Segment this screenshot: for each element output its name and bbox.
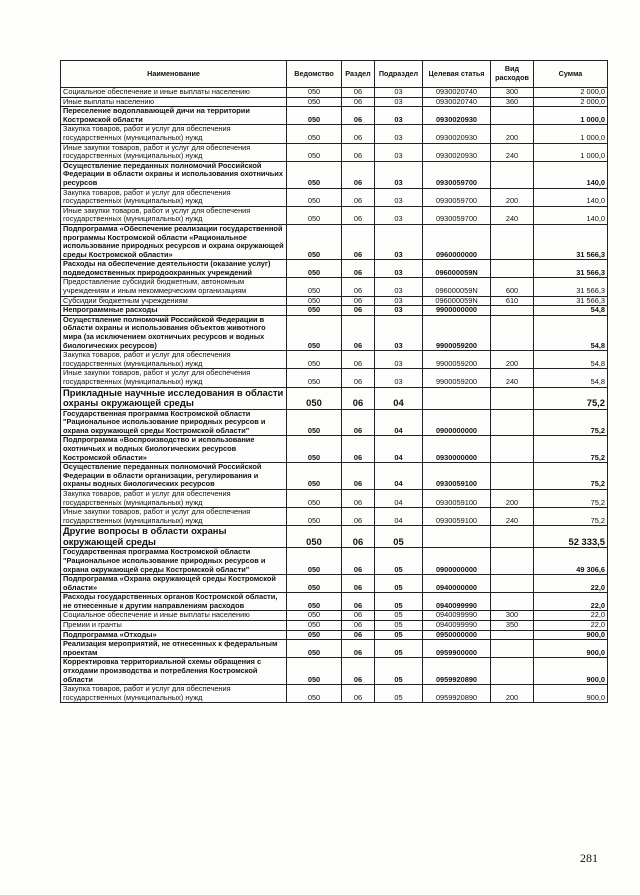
cell-expense-type [491, 575, 534, 593]
table-row [61, 88, 608, 98]
cell-podrazdel: 04 [375, 436, 423, 463]
col-header-razdel: Раздел [342, 61, 375, 88]
cell-target-article: 0959920890 [423, 658, 491, 685]
cell-expense-type [491, 463, 534, 490]
cell-expense-type [491, 658, 534, 685]
cell-target-article: 0940000000 [423, 575, 491, 593]
cell-vedomstvo: 050 [287, 224, 342, 259]
cell-target-article: 0930020740 [423, 97, 491, 107]
cell-razdel: 06 [342, 351, 375, 369]
cell-target-article: 0930020740 [423, 88, 491, 98]
cell-name: Расходы государственных органов Костромской области, не отнесенные к другим направлениям расходов [61, 593, 287, 611]
cell-expense-type [491, 526, 534, 548]
cell-podrazdel: 05 [375, 611, 423, 621]
cell-podrazdel: 03 [375, 161, 423, 188]
cell-name: Социальное обеспечение и иные выплаты населению [61, 88, 287, 98]
cell-sum: 75,2 [534, 463, 608, 490]
cell-sum: 900,0 [534, 630, 608, 640]
cell-name: Социальное обеспечение и иные выплаты населению [61, 611, 287, 621]
cell-name: Закупка товаров, работ и услуг для обеспечения государственных (муниципальных) нужд [61, 125, 287, 143]
cell-name: Непрограммные расходы [61, 306, 287, 316]
cell-name: Прикладные научные исследования в области охраны окружающей среды [61, 387, 287, 409]
cell-vedomstvo: 050 [287, 188, 342, 206]
cell-vedomstvo: 050 [287, 436, 342, 463]
cell-podrazdel: 03 [375, 260, 423, 278]
cell-vedomstvo: 050 [287, 685, 342, 703]
cell-expense-type: 200 [491, 489, 534, 507]
cell-target-article: 0930020930 [423, 143, 491, 161]
cell-target-article: 9900059200 [423, 351, 491, 369]
cell-podrazdel: 04 [375, 387, 423, 409]
cell-sum: 31 566,3 [534, 296, 608, 306]
cell-vedomstvo: 050 [287, 489, 342, 507]
cell-razdel: 06 [342, 278, 375, 296]
table-row [61, 611, 608, 621]
cell-razdel: 06 [342, 630, 375, 640]
table-row [61, 508, 608, 526]
cell-razdel: 06 [342, 526, 375, 548]
table-row [61, 143, 608, 161]
cell-target-article: 0959900000 [423, 640, 491, 658]
cell-expense-type: 240 [491, 369, 534, 387]
cell-razdel: 06 [342, 88, 375, 98]
cell-razdel: 06 [342, 548, 375, 575]
cell-name: Осуществление полномочий Российской Федерации в области охраны и использования объектов животного мира (за исключением охотничьих ресурсов и водных биологических ресурсов) [61, 315, 287, 350]
cell-sum: 22,0 [534, 621, 608, 631]
cell-vedomstvo: 050 [287, 125, 342, 143]
cell-name: Расходы на обеспечение деятельности (оказание услуг) подведомственных природоохранных учреждений [61, 260, 287, 278]
cell-razdel: 06 [342, 260, 375, 278]
cell-name: Субсидии бюджетным учреждениям [61, 296, 287, 306]
cell-podrazdel: 05 [375, 685, 423, 703]
cell-sum: 900,0 [534, 640, 608, 658]
cell-podrazdel: 05 [375, 526, 423, 548]
cell-podrazdel: 03 [375, 206, 423, 224]
cell-target-article: 0950000000 [423, 630, 491, 640]
cell-podrazdel: 05 [375, 593, 423, 611]
table-row [61, 369, 608, 387]
cell-sum: 75,2 [534, 409, 608, 436]
cell-expense-type [491, 630, 534, 640]
cell-sum: 75,2 [534, 489, 608, 507]
cell-expense-type: 200 [491, 685, 534, 703]
cell-razdel: 06 [342, 387, 375, 409]
cell-sum: 2 000,0 [534, 97, 608, 107]
cell-podrazdel: 03 [375, 306, 423, 316]
table-row [61, 463, 608, 490]
cell-razdel: 06 [342, 489, 375, 507]
table-row [61, 630, 608, 640]
cell-sum: 75,2 [534, 436, 608, 463]
cell-sum: 54,8 [534, 315, 608, 350]
budget-table [60, 60, 608, 703]
col-header-name: Наименование [61, 61, 287, 88]
cell-name: Иные закупки товаров, работ и услуг для обеспечения государственных (муниципальных) нужд [61, 369, 287, 387]
cell-expense-type: 350 [491, 621, 534, 631]
table-row [61, 658, 608, 685]
cell-expense-type: 600 [491, 278, 534, 296]
cell-vedomstvo: 050 [287, 409, 342, 436]
cell-expense-type [491, 548, 534, 575]
cell-expense-type: 360 [491, 97, 534, 107]
cell-podrazdel: 04 [375, 463, 423, 490]
cell-podrazdel: 03 [375, 97, 423, 107]
cell-target-article: 0940099990 [423, 621, 491, 631]
cell-razdel: 06 [342, 143, 375, 161]
cell-razdel: 06 [342, 161, 375, 188]
cell-target-article: 0930059100 [423, 508, 491, 526]
cell-razdel: 06 [342, 107, 375, 125]
cell-target-article: 0960000000 [423, 224, 491, 259]
cell-expense-type [491, 107, 534, 125]
cell-sum: 54,8 [534, 369, 608, 387]
col-header-expense-type: Вид расходов [491, 61, 534, 88]
cell-sum: 52 333,5 [534, 526, 608, 548]
cell-sum: 22,0 [534, 593, 608, 611]
cell-vedomstvo: 050 [287, 278, 342, 296]
table-row [61, 548, 608, 575]
cell-razdel: 06 [342, 315, 375, 350]
cell-target-article: 9900059200 [423, 315, 491, 350]
cell-expense-type: 240 [491, 206, 534, 224]
cell-podrazdel: 03 [375, 125, 423, 143]
cell-expense-type [491, 640, 534, 658]
table-row [61, 621, 608, 631]
cell-expense-type [491, 224, 534, 259]
cell-vedomstvo: 050 [287, 630, 342, 640]
cell-target-article: 0900000000 [423, 409, 491, 436]
cell-razdel: 06 [342, 575, 375, 593]
cell-vedomstvo: 050 [287, 315, 342, 350]
cell-sum: 140,0 [534, 188, 608, 206]
cell-sum: 31 566,3 [534, 260, 608, 278]
cell-vedomstvo: 050 [287, 575, 342, 593]
cell-vedomstvo: 050 [287, 143, 342, 161]
cell-name: Закупка товаров, работ и услуг для обеспечения государственных (муниципальных) нужд [61, 188, 287, 206]
cell-name: Закупка товаров, работ и услуг для обеспечения государственных (муниципальных) нужд [61, 489, 287, 507]
table-row [61, 409, 608, 436]
cell-expense-type: 240 [491, 143, 534, 161]
cell-target-article: 0930020930 [423, 107, 491, 125]
cell-podrazdel: 05 [375, 621, 423, 631]
cell-target-article: 0940099990 [423, 593, 491, 611]
cell-vedomstvo: 050 [287, 306, 342, 316]
cell-target-article: 9900059200 [423, 369, 491, 387]
cell-vedomstvo: 050 [287, 621, 342, 631]
cell-podrazdel: 05 [375, 658, 423, 685]
cell-sum: 54,8 [534, 306, 608, 316]
cell-name: Иные выплаты населению [61, 97, 287, 107]
cell-razdel: 06 [342, 508, 375, 526]
cell-target-article: 0930059100 [423, 489, 491, 507]
cell-expense-type: 200 [491, 188, 534, 206]
cell-name: Подпрограмма «Воспроизводство и использование охотничьих и водных биологических ресурсов Костромской области» [61, 436, 287, 463]
table-row [61, 296, 608, 306]
cell-name: Иные закупки товаров, работ и услуг для обеспечения государственных (муниципальных) нужд [61, 206, 287, 224]
cell-expense-type [491, 436, 534, 463]
cell-expense-type: 610 [491, 296, 534, 306]
cell-expense-type [491, 593, 534, 611]
cell-vedomstvo: 050 [287, 387, 342, 409]
cell-target-article: 0940099990 [423, 611, 491, 621]
cell-target-article: 0930020930 [423, 125, 491, 143]
table-row [61, 97, 608, 107]
cell-sum: 140,0 [534, 206, 608, 224]
col-header-podrazdel: Подраздел [375, 61, 423, 88]
cell-sum: 900,0 [534, 658, 608, 685]
cell-name: Корректировка территориальной схемы обращения с отходами производства и потребления Костромской области [61, 658, 287, 685]
cell-sum: 75,2 [534, 508, 608, 526]
cell-podrazdel: 03 [375, 369, 423, 387]
cell-razdel: 06 [342, 640, 375, 658]
cell-target-article: 9900000000 [423, 306, 491, 316]
cell-razdel: 06 [342, 621, 375, 631]
cell-vedomstvo: 050 [287, 658, 342, 685]
cell-target-article: 0959920890 [423, 685, 491, 703]
table-row [61, 206, 608, 224]
cell-target-article: 0930059700 [423, 206, 491, 224]
cell-vedomstvo: 050 [287, 161, 342, 188]
cell-name: Закупка товаров, работ и услуг для обеспечения государственных (муниципальных) нужд [61, 685, 287, 703]
table-row [61, 306, 608, 316]
table-row [61, 387, 608, 409]
cell-vedomstvo: 050 [287, 260, 342, 278]
cell-name: Другие вопросы в области охраны окружающей среды [61, 526, 287, 548]
cell-name: Премии и гранты [61, 621, 287, 631]
cell-razdel: 06 [342, 306, 375, 316]
cell-target-article [423, 526, 491, 548]
table-row [61, 436, 608, 463]
cell-razdel: 06 [342, 436, 375, 463]
cell-sum: 900,0 [534, 685, 608, 703]
cell-sum: 1 000,0 [534, 125, 608, 143]
cell-sum: 1 000,0 [534, 107, 608, 125]
cell-razdel: 06 [342, 409, 375, 436]
cell-vedomstvo: 050 [287, 97, 342, 107]
cell-expense-type [491, 387, 534, 409]
cell-vedomstvo: 050 [287, 296, 342, 306]
table-row [61, 224, 608, 259]
cell-podrazdel: 03 [375, 296, 423, 306]
cell-razdel: 06 [342, 97, 375, 107]
cell-vedomstvo: 050 [287, 206, 342, 224]
cell-vedomstvo: 050 [287, 88, 342, 98]
cell-podrazdel: 03 [375, 278, 423, 296]
header-row [61, 61, 608, 88]
cell-name: Реализация мероприятий, не отнесенных к федеральным проектам [61, 640, 287, 658]
cell-podrazdel: 04 [375, 489, 423, 507]
cell-podrazdel: 04 [375, 409, 423, 436]
cell-target-article: 0930000000 [423, 436, 491, 463]
cell-name: Переселение водоплавающей дичи на территории Костромской области [61, 107, 287, 125]
cell-podrazdel: 03 [375, 143, 423, 161]
cell-sum: 75,2 [534, 387, 608, 409]
cell-name: Государственная программа Костромской области "Рациональное использование природных ресурсов и охрана окружающей среды Костромской области" [61, 548, 287, 575]
cell-name: Государственная программа Костромской области "Рациональное использование природных ресурсов и охрана окружающей среды Костромской области" [61, 409, 287, 436]
col-header-target-article: Целевая статья [423, 61, 491, 88]
cell-razdel: 06 [342, 658, 375, 685]
cell-target-article: 096000059N [423, 260, 491, 278]
cell-podrazdel: 03 [375, 188, 423, 206]
cell-sum: 2 000,0 [534, 88, 608, 98]
table-row [61, 278, 608, 296]
col-header-vedomstvo: Ведомство [287, 61, 342, 88]
cell-razdel: 06 [342, 369, 375, 387]
cell-podrazdel: 03 [375, 88, 423, 98]
cell-sum: 22,0 [534, 575, 608, 593]
cell-expense-type: 240 [491, 508, 534, 526]
cell-name: Подпрограмма «Отходы» [61, 630, 287, 640]
cell-name: Иные закупки товаров, работ и услуг для обеспечения государственных (муниципальных) нужд [61, 508, 287, 526]
cell-name: Осуществление переданных полномочий Российской Федерации в области охраны и использования охотничьих ресурсов [61, 161, 287, 188]
cell-podrazdel: 05 [375, 630, 423, 640]
cell-expense-type [491, 315, 534, 350]
budget-table-container [60, 60, 607, 703]
table-row [61, 161, 608, 188]
cell-name: Осуществление переданных полномочий Российской Федерации в области организации, регулирования и охраны водных биологических ресурсов [61, 463, 287, 490]
cell-sum: 31 566,3 [534, 224, 608, 259]
cell-podrazdel: 03 [375, 224, 423, 259]
cell-expense-type [491, 161, 534, 188]
page-number: 281 [580, 851, 598, 865]
table-row [61, 107, 608, 125]
cell-sum: 22,0 [534, 611, 608, 621]
cell-expense-type [491, 409, 534, 436]
cell-target-article: 0900000000 [423, 548, 491, 575]
cell-razdel: 06 [342, 296, 375, 306]
cell-name: Предоставление субсидий бюджетным, автономным учреждениям и иным некоммерческим организациям [61, 278, 287, 296]
cell-expense-type: 200 [491, 125, 534, 143]
table-row [61, 526, 608, 548]
cell-name: Иные закупки товаров, работ и услуг для обеспечения государственных (муниципальных) нужд [61, 143, 287, 161]
table-row [61, 685, 608, 703]
cell-expense-type [491, 260, 534, 278]
cell-name: Подпрограмма «Обеспечение реализации государственной программы Костромской области «Рациональное использование природных ресурсов и охрана окружающей среды Костромской области» [61, 224, 287, 259]
cell-vedomstvo: 050 [287, 526, 342, 548]
cell-razdel: 06 [342, 611, 375, 621]
table-row [61, 260, 608, 278]
cell-razdel: 06 [342, 685, 375, 703]
cell-vedomstvo: 050 [287, 463, 342, 490]
cell-expense-type: 300 [491, 611, 534, 621]
cell-sum: 1 000,0 [534, 143, 608, 161]
cell-razdel: 06 [342, 224, 375, 259]
col-header-sum: Сумма [534, 61, 608, 88]
cell-podrazdel: 05 [375, 575, 423, 593]
cell-expense-type: 300 [491, 88, 534, 98]
cell-sum: 140,0 [534, 161, 608, 188]
cell-target-article: 096000059N [423, 278, 491, 296]
cell-podrazdel: 03 [375, 107, 423, 125]
table-row [61, 593, 608, 611]
cell-vedomstvo: 050 [287, 640, 342, 658]
cell-target-article: 0930059700 [423, 161, 491, 188]
cell-vedomstvo: 050 [287, 611, 342, 621]
cell-target-article: 0930059100 [423, 463, 491, 490]
cell-name: Закупка товаров, работ и услуг для обеспечения государственных (муниципальных) нужд [61, 351, 287, 369]
cell-razdel: 06 [342, 463, 375, 490]
cell-sum: 31 566,3 [534, 278, 608, 296]
table-row [61, 351, 608, 369]
cell-name: Подпрограмма «Охрана окружающей среды Костромской области» [61, 575, 287, 593]
table-row [61, 575, 608, 593]
table-row [61, 315, 608, 350]
cell-razdel: 06 [342, 206, 375, 224]
cell-podrazdel: 04 [375, 508, 423, 526]
cell-sum: 49 306,6 [534, 548, 608, 575]
cell-vedomstvo: 050 [287, 351, 342, 369]
cell-vedomstvo: 050 [287, 107, 342, 125]
table-row [61, 489, 608, 507]
cell-sum: 54,8 [534, 351, 608, 369]
cell-target-article: 096000059N [423, 296, 491, 306]
cell-razdel: 06 [342, 593, 375, 611]
table-row [61, 125, 608, 143]
cell-razdel: 06 [342, 125, 375, 143]
cell-razdel: 06 [342, 188, 375, 206]
cell-podrazdel: 05 [375, 640, 423, 658]
cell-podrazdel: 03 [375, 315, 423, 350]
cell-target-article [423, 387, 491, 409]
table-body [61, 88, 608, 703]
cell-target-article: 0930059700 [423, 188, 491, 206]
cell-podrazdel: 05 [375, 548, 423, 575]
cell-expense-type [491, 306, 534, 316]
table-row [61, 640, 608, 658]
cell-vedomstvo: 050 [287, 369, 342, 387]
cell-vedomstvo: 050 [287, 548, 342, 575]
cell-vedomstvo: 050 [287, 593, 342, 611]
cell-vedomstvo: 050 [287, 508, 342, 526]
cell-expense-type: 200 [491, 351, 534, 369]
cell-podrazdel: 03 [375, 351, 423, 369]
table-row [61, 188, 608, 206]
